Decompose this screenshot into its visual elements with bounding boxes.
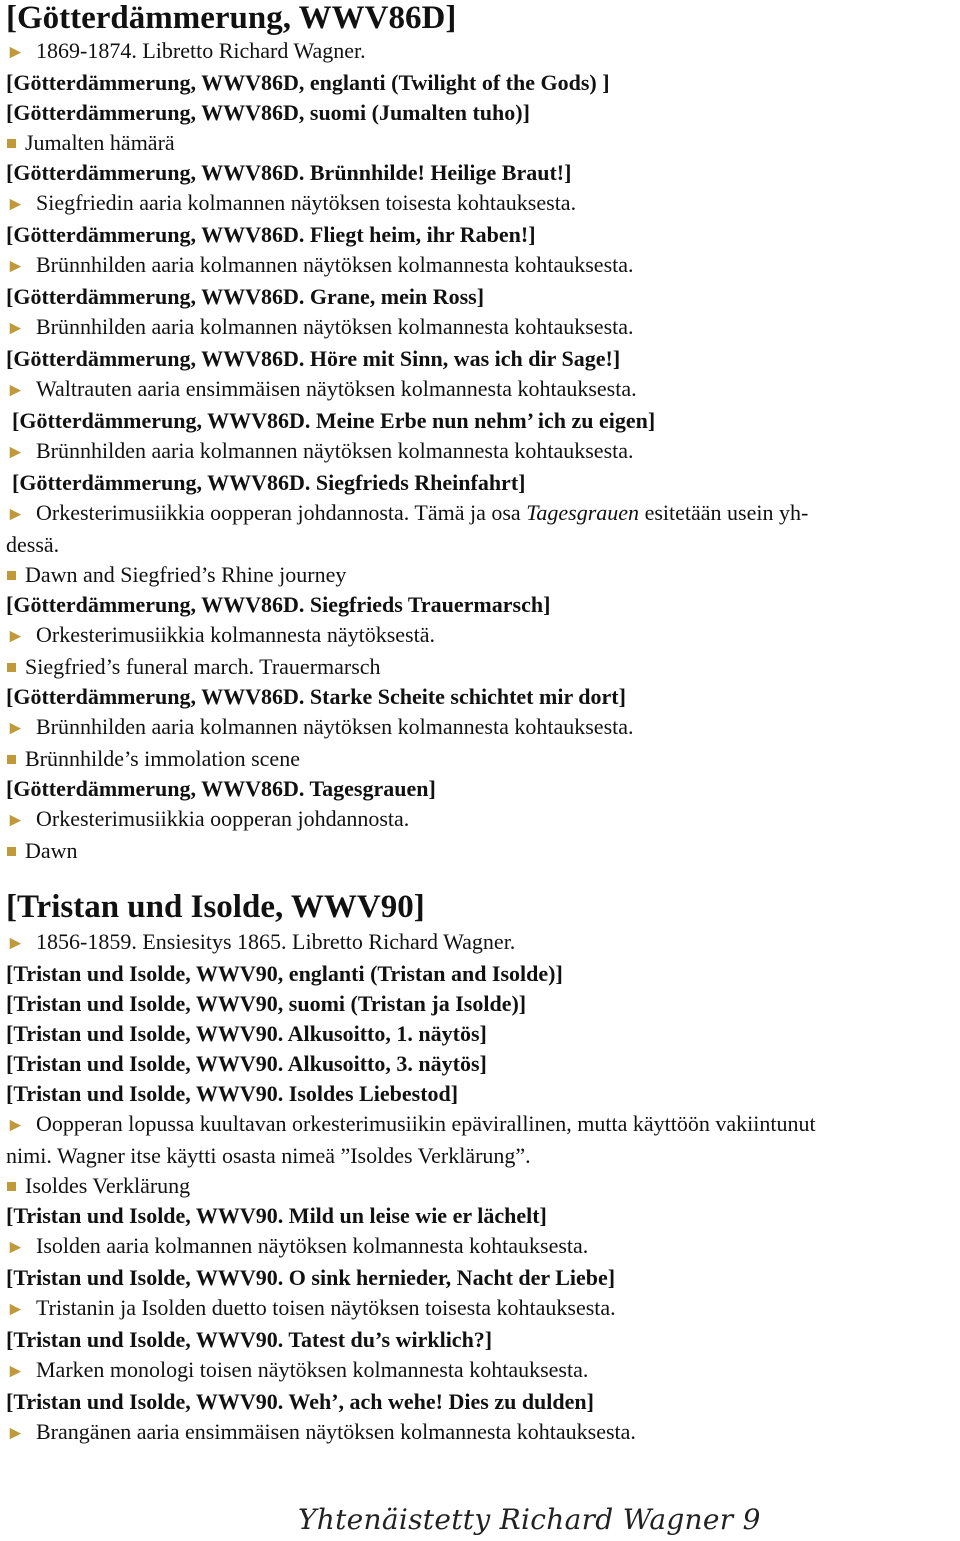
description-text: Brünnhilden aaria kolmannen näytöksen kolmannesta kohtauksesta. <box>36 314 634 339</box>
entry-heading: [Tristan und Isolde, WWV90, suomi (Tristan ja Isolde)] <box>6 991 527 1016</box>
document-page <box>6 0 956 1449</box>
page-footer: Yhtenäistetty Richard Wagner 9 <box>298 1503 761 1536</box>
entry-heading: [Tristan und Isolde, WWV90. Tatest du’s wirklich?] <box>6 1327 493 1352</box>
description-text: Siegfriedin aaria kolmannen näytöksen toisesta kohtauksesta. <box>36 190 577 215</box>
entry-heading: [Tristan und Isolde, WWV90. Weh’, ach wehe! Dies zu dulden] <box>6 1389 594 1414</box>
description-text: Brünnhilden aaria kolmannen näytöksen kolmannesta kohtauksesta. <box>36 252 634 277</box>
triangle-bullet-icon: ► <box>6 1299 25 1320</box>
entry-heading: [Götterdämmerung, WWV86D. Grane, mein Ross] <box>6 284 485 309</box>
triangle-bullet-icon: ► <box>6 1423 25 1444</box>
alternate-title-text: Dawn <box>25 838 78 863</box>
entry-description <box>6 312 956 344</box>
description-text: Brünnhilden aaria kolmannen näytöksen kolmannesta kohtauksesta. <box>36 438 634 463</box>
description-text: Tristanin ja Isolden duetto toisen näytöksen toisesta kohtauksesta. <box>36 1295 616 1320</box>
alternate-title <box>6 128 956 158</box>
alternate-title <box>6 652 956 682</box>
entry-description <box>6 1355 956 1387</box>
entry-heading: [Götterdämmerung, WWV86D. Brünnhilde! Heilige Braut!] <box>6 160 572 185</box>
entry-description <box>6 620 956 652</box>
entry-heading: [Götterdämmerung, WWV86D. Tagesgrauen] <box>6 776 436 801</box>
description-text: Brangänen aaria ensimmäisen näytöksen kolmannesta kohtauksesta. <box>36 1419 636 1444</box>
triangle-bullet-icon: ► <box>6 318 25 339</box>
description-text: Brünnhilden aaria kolmannen näytöksen kolmannesta kohtauksesta. <box>36 714 634 739</box>
triangle-bullet-icon: ► <box>6 626 25 647</box>
triangle-bullet-icon: ► <box>6 1115 25 1136</box>
entry-heading: [Götterdämmerung, WWV86D. Meine Erbe nun nehm’ ich zu eigen] <box>12 408 656 433</box>
triangle-bullet-icon: ► <box>6 442 25 463</box>
entry-text-continued: dessä. <box>6 532 60 557</box>
section-title: [Götterdämmerung, WWV86D] <box>6 0 457 36</box>
description-text: Orkesterimusiikkia oopperan johdannosta. Tämä ja osa <box>36 500 527 525</box>
entry-heading: [Götterdämmerung, WWV86D, suomi (Jumalten tuho)] <box>6 100 530 125</box>
entry-heading: [Götterdämmerung, WWV86D. Siegfrieds Trauermarsch] <box>6 592 551 617</box>
square-bullet-icon <box>7 847 16 856</box>
triangle-bullet-icon: ► <box>6 1237 25 1258</box>
entry-description <box>6 498 956 530</box>
description-text: Orkesterimusiikkia oopperan johdannosta. <box>36 806 410 831</box>
entry-description <box>6 1417 956 1449</box>
section-title: [Tristan und Isolde, WWV90] <box>6 889 425 925</box>
triangle-bullet-icon: ► <box>6 810 25 831</box>
alternate-title-text: Siegfried’s funeral march. Trauermarsch <box>25 654 381 679</box>
entry-description <box>6 1109 956 1141</box>
description-text: 1869-1874. Libretto Richard Wagner. <box>36 38 366 63</box>
entry-heading: [Tristan und Isolde, WWV90. Alkusoitto, 1. näytös] <box>6 1021 487 1046</box>
triangle-bullet-icon: ► <box>6 256 25 277</box>
square-bullet-icon <box>7 571 16 580</box>
description-text: Waltrauten aaria ensimmäisen näytöksen kolmannesta kohtauksesta. <box>36 376 637 401</box>
square-bullet-icon <box>7 1182 16 1191</box>
entry-description <box>6 927 956 959</box>
italic-title-text: Tagesgrauen <box>526 500 640 525</box>
alternate-title <box>6 560 956 590</box>
entry-description <box>6 188 956 220</box>
entry-heading: [Götterdämmerung, WWV86D. Fliegt heim, ihr Raben!] <box>6 222 536 247</box>
entry-text-continued: nimi. Wagner itse käytti osasta nimeä ”Isoldes Verklärung”. <box>6 1143 531 1168</box>
entry-heading: [Götterdämmerung, WWV86D, englanti (Twilight of the Gods) ] <box>6 70 610 95</box>
entry-description <box>6 374 956 406</box>
entry-description <box>6 804 956 836</box>
description-text: Oopperan lopussa kuultavan orkesterimusiikin epävirallinen, mutta käyttöön vakiintunut <box>36 1111 816 1136</box>
description-text: Marken monologi toisen näytöksen kolmannesta kohtauksesta. <box>36 1357 589 1382</box>
entry-description <box>6 436 956 468</box>
entry-heading: [Götterdämmerung, WWV86D. Starke Scheite schichtet mir dort] <box>6 684 626 709</box>
alternate-title-text: Isoldes Verklärung <box>25 1173 191 1198</box>
square-bullet-icon <box>7 139 16 148</box>
triangle-bullet-icon: ► <box>6 194 25 215</box>
description-text: Orkesterimusiikkia kolmannesta näytöksestä. <box>36 622 435 647</box>
triangle-bullet-icon: ► <box>6 504 25 525</box>
entry-heading: [Tristan und Isolde, WWV90. Isoldes Liebestod] <box>6 1081 459 1106</box>
triangle-bullet-icon: ► <box>6 380 25 401</box>
entry-description <box>6 36 956 68</box>
alternate-title <box>6 744 956 774</box>
entry-heading: [Tristan und Isolde, WWV90, englanti (Tristan and Isolde)] <box>6 961 563 986</box>
description-text: esitetään usein yh- <box>639 500 809 525</box>
alternate-title <box>6 836 956 866</box>
triangle-bullet-icon: ► <box>6 933 25 954</box>
entry-heading: [Götterdämmerung, WWV86D. Siegfrieds Rheinfahrt] <box>12 470 526 495</box>
entry-description <box>6 712 956 744</box>
entry-description <box>6 1231 956 1263</box>
alternate-title <box>6 1171 956 1201</box>
triangle-bullet-icon: ► <box>6 718 25 739</box>
entry-heading: [Tristan und Isolde, WWV90. O sink hernieder, Nacht der Liebe] <box>6 1265 616 1290</box>
square-bullet-icon <box>7 755 16 764</box>
description-text: 1856-1859. Ensiesitys 1865. Libretto Richard Wagner. <box>36 929 516 954</box>
triangle-bullet-icon: ► <box>6 42 25 63</box>
entry-description <box>6 1293 956 1325</box>
entry-description <box>6 250 956 282</box>
entry-heading: [Tristan und Isolde, WWV90. Mild un leise wie er lächelt] <box>6 1203 547 1228</box>
alternate-title-text: Brünnhilde’s immolation scene <box>25 746 300 771</box>
entry-heading: [Tristan und Isolde, WWV90. Alkusoitto, 3. näytös] <box>6 1051 487 1076</box>
alternate-title-text: Jumalten hämärä <box>25 130 175 155</box>
entry-heading: [Götterdämmerung, WWV86D. Höre mit Sinn, was ich dir Sage!] <box>6 346 621 371</box>
square-bullet-icon <box>7 663 16 672</box>
triangle-bullet-icon: ► <box>6 1361 25 1382</box>
alternate-title-text: Dawn and Siegfried’s Rhine journey <box>25 562 347 587</box>
description-text: Isolden aaria kolmannen näytöksen kolmannesta kohtauksesta. <box>36 1233 589 1258</box>
